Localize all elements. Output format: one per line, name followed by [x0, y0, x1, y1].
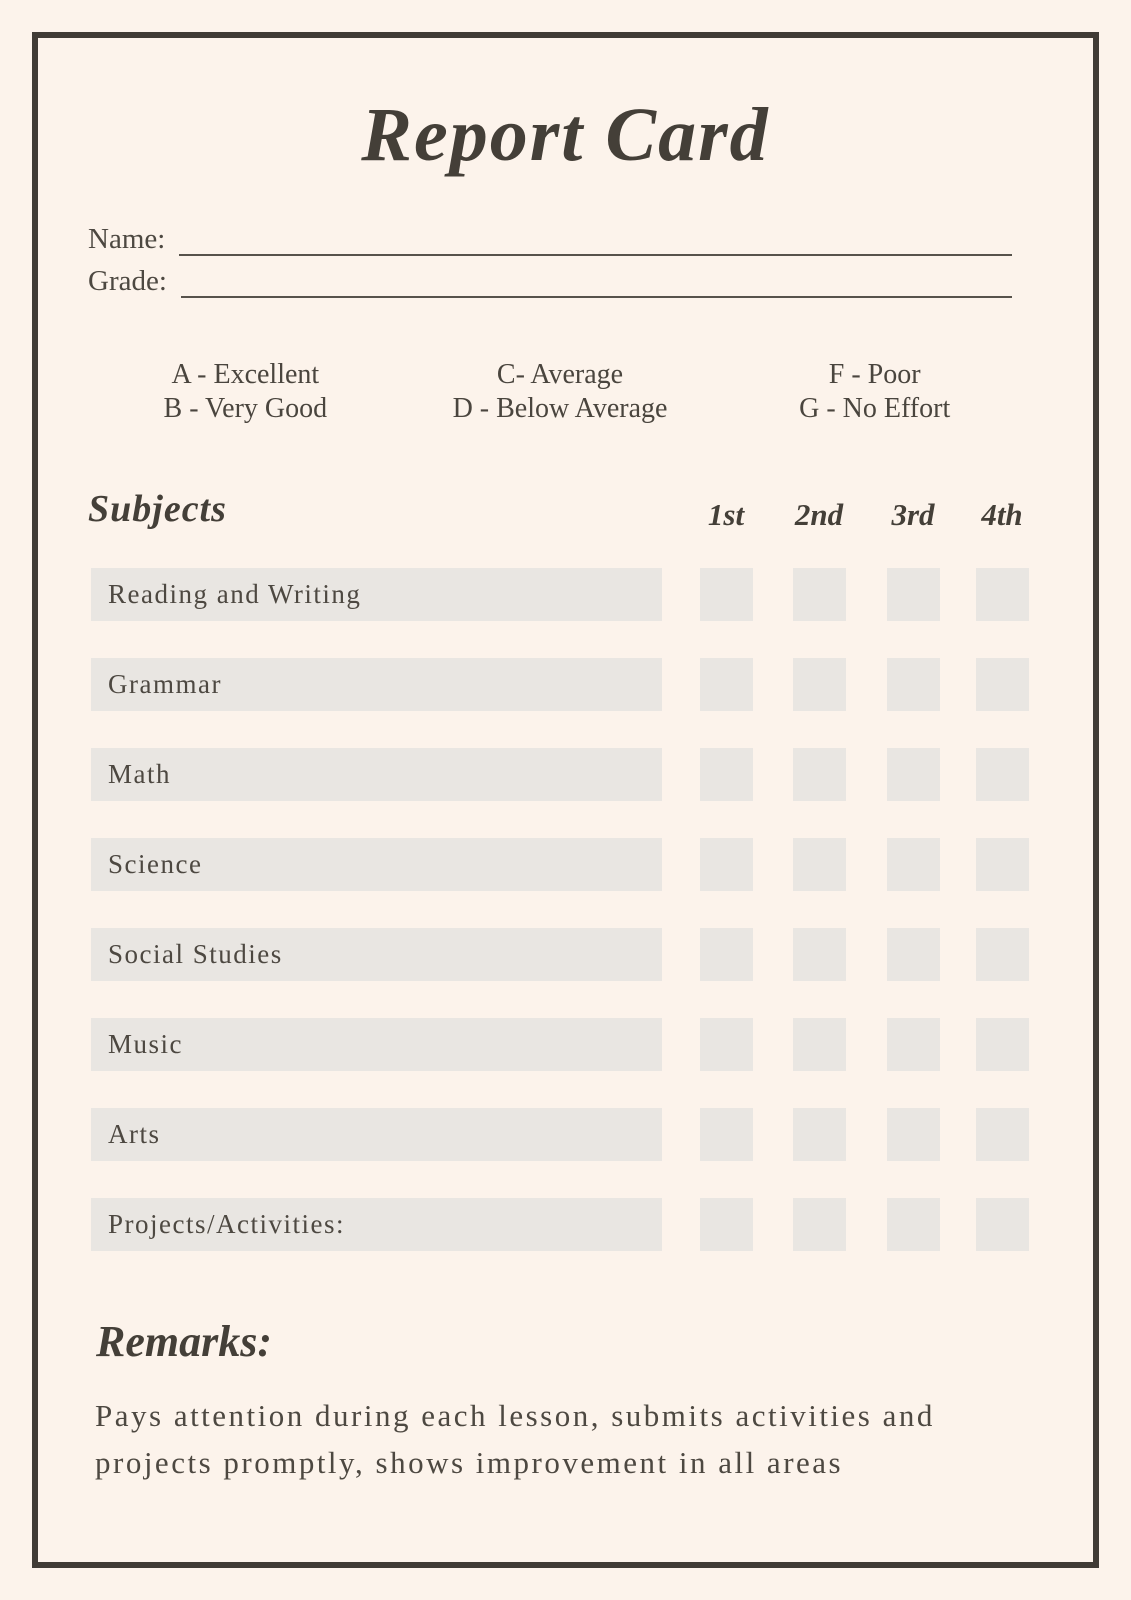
grade-cell[interactable]: [887, 748, 940, 801]
table-row: [0, 568, 1131, 621]
grade-cell[interactable]: [976, 1018, 1029, 1071]
grade-cell[interactable]: [887, 1018, 940, 1071]
grade-cell[interactable]: [887, 658, 940, 711]
subject-bar: [91, 568, 662, 621]
subject-label: Math: [108, 759, 171, 789]
grade-cell[interactable]: [793, 568, 846, 621]
subject-label: Social Studies: [108, 939, 283, 969]
table-row: [0, 1198, 1131, 1251]
grade-cell[interactable]: [700, 1198, 753, 1251]
subjects-heading: Subjects: [88, 488, 227, 530]
grading-key-entry: A - Excellent: [171, 359, 320, 390]
grade-cell[interactable]: [700, 658, 753, 711]
name-field-row: [88, 222, 1012, 256]
grading-key-entry: D - Below Average: [452, 393, 668, 424]
table-row: [0, 838, 1131, 891]
name-label: Name:: [88, 223, 166, 255]
subjects-table: [0, 568, 1131, 1288]
grade-label: Grade:: [88, 265, 167, 297]
grading-key-column: [403, 358, 718, 426]
grade-cell[interactable]: [793, 658, 846, 711]
grade-cell[interactable]: [976, 1198, 1029, 1251]
grade-cell[interactable]: [887, 838, 940, 891]
grade-cell[interactable]: [700, 748, 753, 801]
grade-field-row: [88, 264, 1012, 298]
grade-cell[interactable]: [976, 658, 1029, 711]
subject-bar: [91, 838, 662, 891]
grading-key-entry: C- Average: [496, 359, 624, 390]
grade-cell[interactable]: [793, 1018, 846, 1071]
grade-cell[interactable]: [793, 1198, 846, 1251]
subject-bar: [91, 658, 662, 711]
subject-label: Grammar: [108, 669, 222, 699]
grade-cell[interactable]: [887, 568, 940, 621]
quarter-headers: [0, 498, 1131, 538]
grade-cell[interactable]: [887, 1198, 940, 1251]
grade-cell[interactable]: [887, 928, 940, 981]
grade-cell[interactable]: [976, 748, 1029, 801]
table-row: [0, 1108, 1131, 1161]
grade-cell[interactable]: [700, 1108, 753, 1161]
grading-key-entry: G - No Effort: [799, 393, 951, 424]
quarter-header: 4th: [981, 497, 1023, 532]
grade-cell[interactable]: [793, 838, 846, 891]
grade-cell[interactable]: [793, 1108, 846, 1161]
quarter-header: 1st: [707, 497, 745, 532]
table-row: [0, 748, 1131, 801]
table-row: [0, 658, 1131, 711]
subject-label: Projects/Activities:: [108, 1209, 345, 1239]
student-info-fields: [88, 222, 1012, 306]
remarks-text: Pays attention during each lesson, submits activities and projects promptly, shows improvement in all areas: [95, 1398, 935, 1480]
subject-label: Arts: [108, 1119, 161, 1149]
grade-cell[interactable]: [700, 1018, 753, 1071]
grading-key-entry: B - Very Good: [163, 393, 328, 424]
subject-bar: [91, 1018, 662, 1071]
grading-key: [88, 358, 1032, 426]
subject-bar: [91, 1198, 662, 1251]
grade-cell[interactable]: [887, 1108, 940, 1161]
grade-cell[interactable]: [976, 1108, 1029, 1161]
grade-cell[interactable]: [700, 928, 753, 981]
grade-cell[interactable]: [793, 748, 846, 801]
name-input-line[interactable]: [179, 224, 1012, 256]
grading-key-column: [88, 358, 403, 426]
grade-cell[interactable]: [793, 928, 846, 981]
subject-label: Music: [108, 1029, 183, 1059]
subject-bar: [91, 1108, 662, 1161]
grade-input-line[interactable]: [181, 266, 1012, 298]
page-title: Report Card: [361, 93, 770, 177]
subject-bar: [91, 928, 662, 981]
subject-label: Reading and Writing: [108, 579, 362, 609]
subject-bar: [91, 748, 662, 801]
grade-cell[interactable]: [976, 928, 1029, 981]
grade-cell[interactable]: [976, 838, 1029, 891]
table-row: [0, 928, 1131, 981]
grade-cell[interactable]: [976, 568, 1029, 621]
grade-cell[interactable]: [700, 838, 753, 891]
quarter-header: 2nd: [794, 497, 844, 532]
table-row: [0, 1018, 1131, 1071]
remarks-heading: Remarks:: [96, 1317, 272, 1366]
grading-key-entry: F - Poor: [828, 359, 921, 390]
quarter-header: 3rd: [891, 497, 935, 532]
subject-label: Science: [108, 849, 203, 879]
grading-key-column: [717, 358, 1032, 426]
grade-cell[interactable]: [700, 568, 753, 621]
